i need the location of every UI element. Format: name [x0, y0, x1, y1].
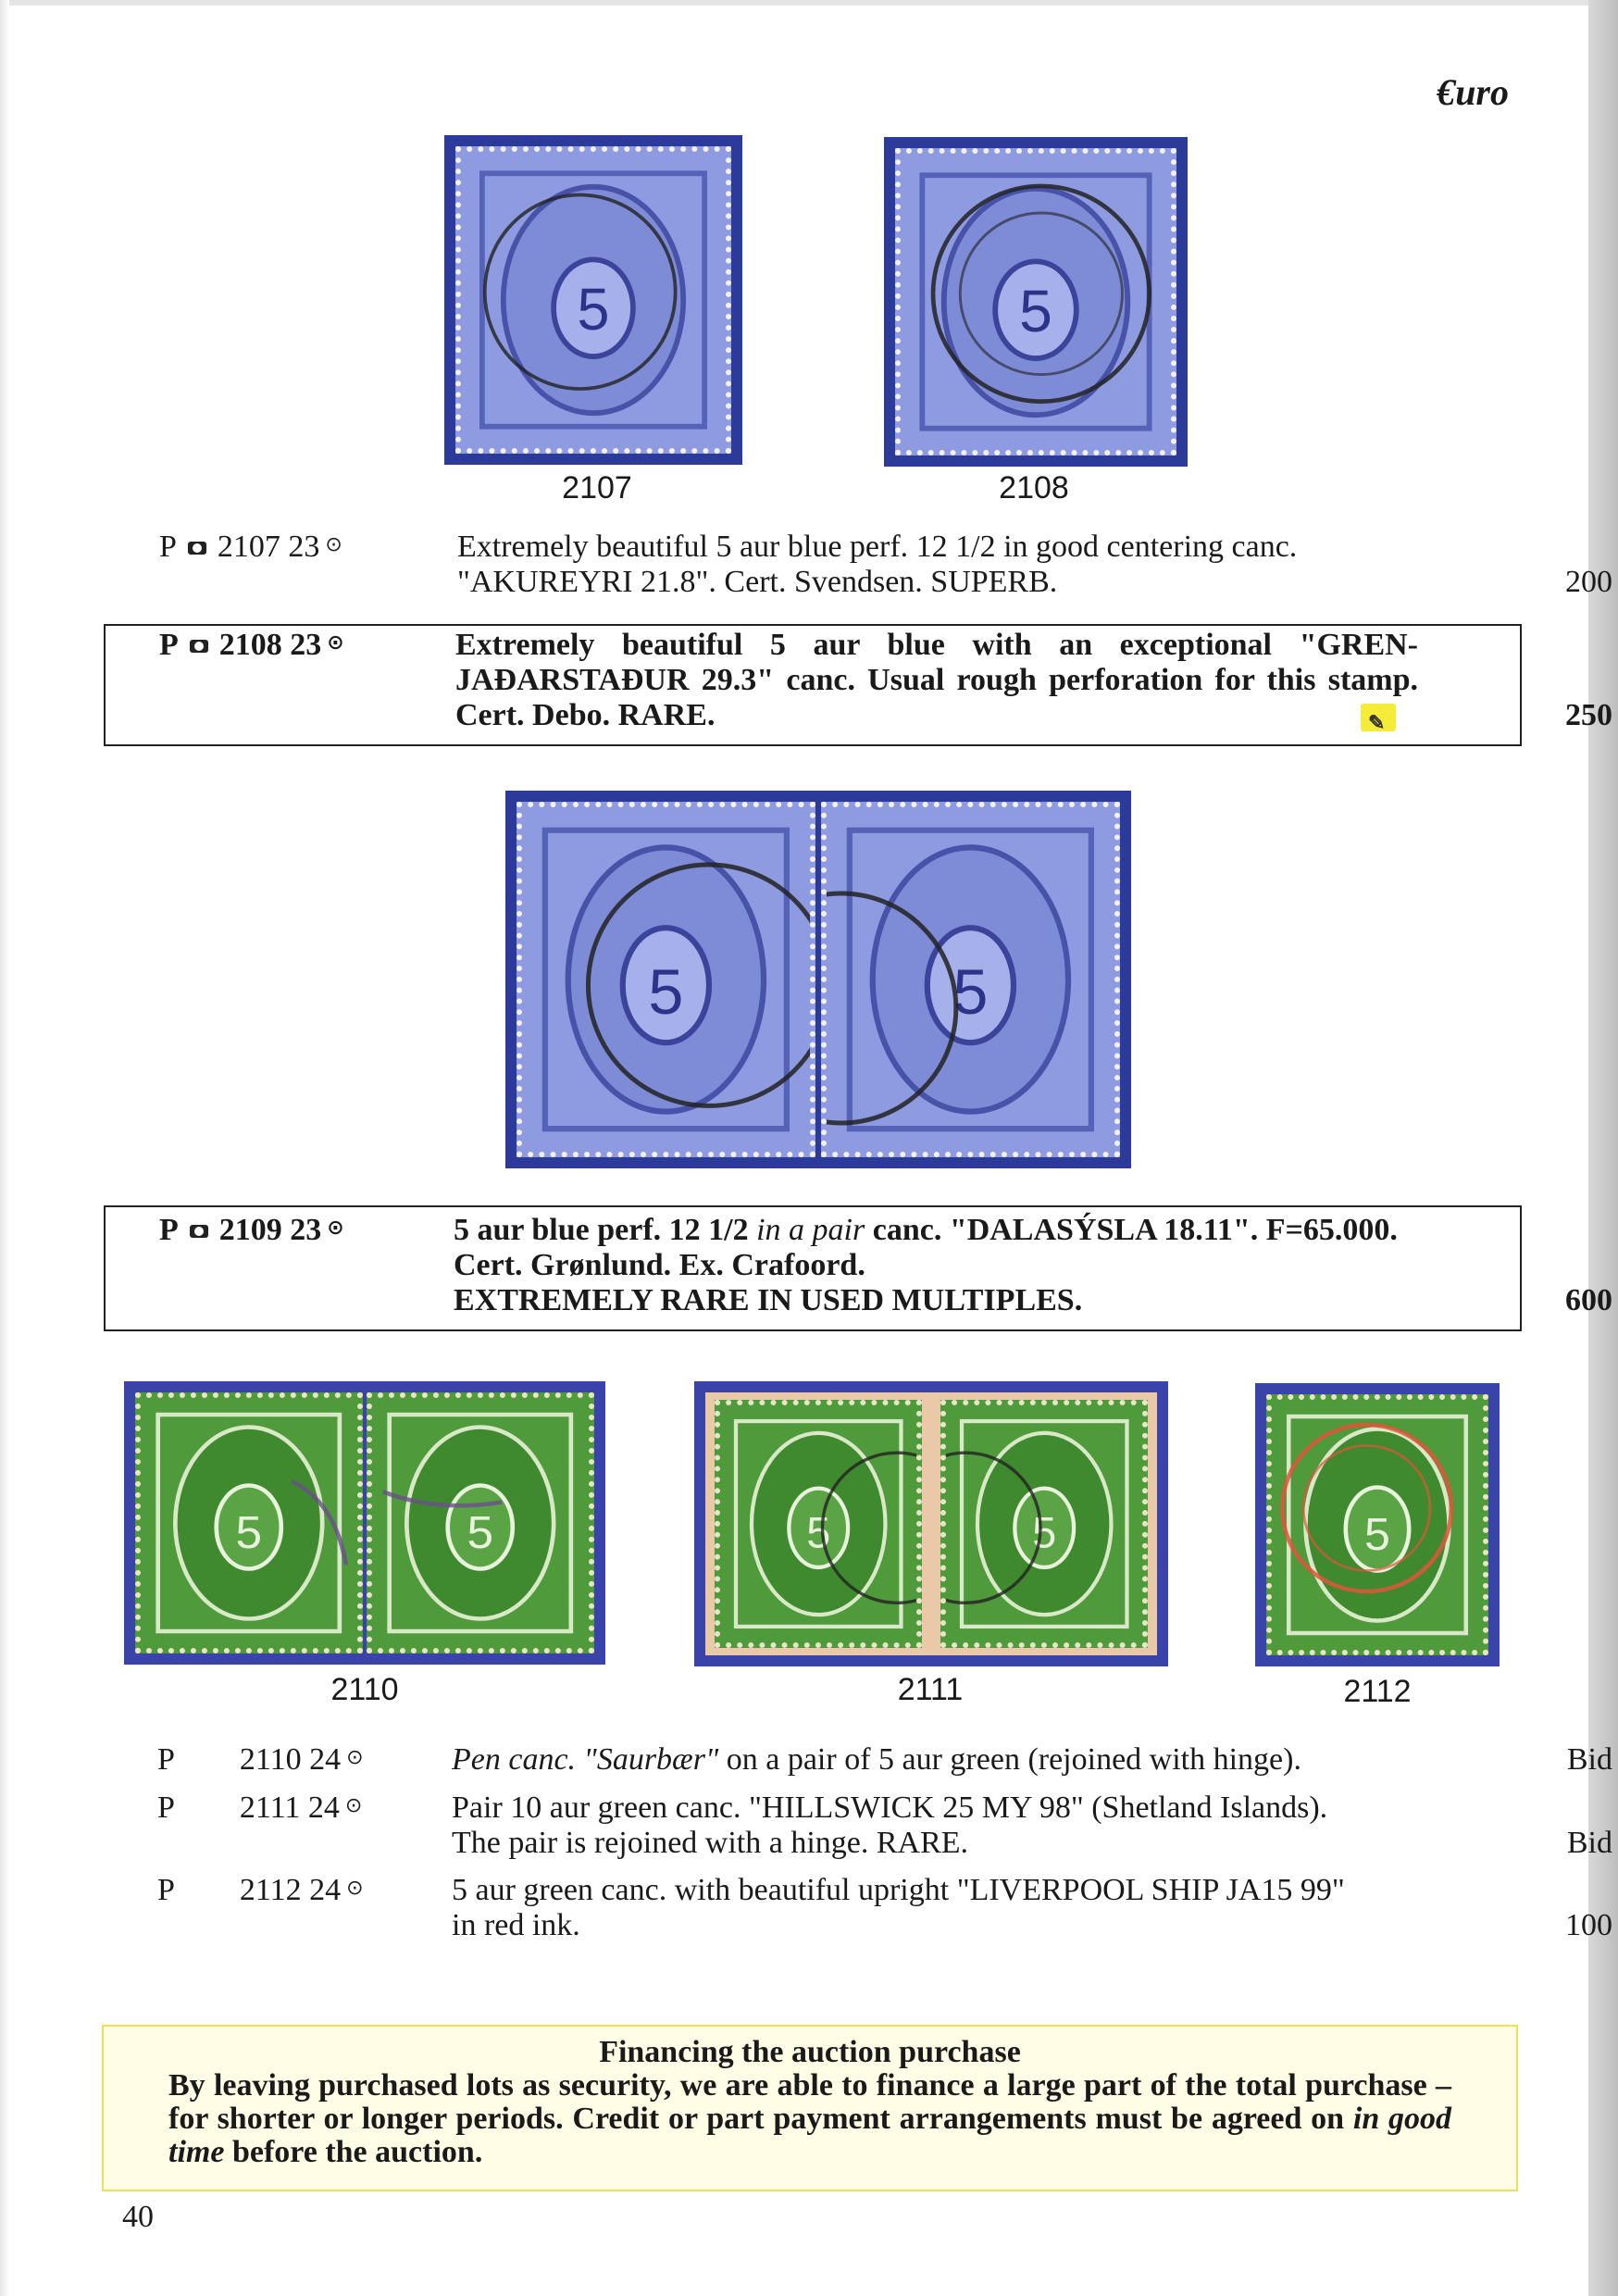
svg-text:5: 5 [1019, 278, 1052, 344]
lot-number: 2112 [239, 1873, 302, 1907]
lot-meta [159, 1213, 344, 1252]
stamp-design-icon [522, 807, 810, 1152]
lot-2107 [159, 530, 1612, 604]
page-edge-left [0, 0, 9, 2296]
stamp-image-2110 [124, 1381, 605, 1665]
desc-text: canc. "DALASÝSLA 18.11". F=65.000. [865, 1213, 1398, 1247]
lot-meta [157, 1742, 364, 1781]
lot-number: 2110 [239, 1742, 302, 1777]
used-stamp-icon: ⊙ [325, 533, 342, 556]
desc-line: Pair 10 aur green canc. "HILLSWICK 25 MY 98" (Shetland Islands). [452, 1791, 1328, 1825]
lot-price: Bid [1566, 1826, 1612, 1860]
stamp-right [821, 802, 1120, 1157]
desc-text: on a pair of 5 aur green (rejoined with hinge). [718, 1742, 1301, 1777]
financing-text [104, 2069, 1516, 2169]
lot-2112 [157, 1873, 1612, 1947]
lot-grade: P [159, 628, 179, 662]
svg-text:5: 5 [806, 1508, 831, 1557]
lot-meta [159, 628, 344, 667]
camera-icon [190, 1225, 208, 1238]
stamp-image-2109 [505, 791, 1131, 1168]
desc-line: JAÐARSTAÐUR 29.3" canc. Usual rough perforation for this stamp. [455, 663, 1418, 697]
figure-label-2111: 2111 [897, 1672, 964, 1707]
stamp-image-2107 [444, 135, 742, 465]
lot-price: 100 [1565, 1908, 1612, 1942]
currency-label: €uro [1437, 71, 1509, 113]
svg-text:5: 5 [1031, 1508, 1056, 1557]
desc-line: Extremely beautiful 5 aur blue with an exceptional "GREN- [455, 628, 1418, 662]
svg-text:5: 5 [952, 957, 989, 1029]
stamp-design-icon [827, 807, 1114, 1152]
stamp-image-2108 [884, 137, 1188, 467]
lot-catalog: 24 [307, 1791, 340, 1825]
figure-label-2108: 2108 [999, 470, 1069, 505]
figure-label-2107: 2107 [562, 470, 632, 505]
lot-price: 200 [1565, 565, 1612, 599]
lot-description [452, 1742, 1470, 1778]
lot-number: 2107 [217, 530, 280, 564]
desc-italic-text: Pen canc. "Saurbær" [452, 1742, 719, 1777]
used-stamp-icon: ⊙ [344, 1794, 363, 1817]
camera-icon [188, 542, 206, 555]
stamp-left [517, 802, 815, 1157]
stamp-right [940, 1400, 1148, 1648]
lot-number: 2109 [218, 1213, 282, 1247]
stamp [895, 148, 1176, 455]
stamp-image-2112 [1255, 1383, 1500, 1666]
stamp-right [367, 1392, 594, 1653]
lot-grade: P [159, 1213, 179, 1247]
lot-2108 [159, 628, 1612, 739]
financing-notice [102, 2025, 1518, 2191]
stamp-design-icon [901, 154, 1171, 450]
lot-description [457, 530, 1420, 600]
lot-meta [159, 530, 342, 568]
lot-price: 250 [1565, 698, 1612, 732]
lot-meta [157, 1873, 364, 1912]
stamp-design-icon [720, 1405, 916, 1642]
desc-line: EXTREMELY RARE IN USED MULTIPLES. [454, 1283, 1083, 1317]
svg-text:5: 5 [577, 277, 610, 343]
lot-meta [157, 1791, 362, 1829]
stamp-design-icon [372, 1398, 589, 1648]
desc-line: 5 aur green canc. with beautiful upright "LIVERPOOL SHIP JA15 99" [452, 1873, 1345, 1907]
figure-label-2110: 2110 [330, 1672, 399, 1707]
svg-text:5: 5 [1364, 1508, 1390, 1560]
used-stamp-icon: ⊙ [327, 631, 344, 655]
lot-number: 2108 [218, 628, 282, 662]
highlight-flag-icon [1361, 704, 1396, 731]
stamp-design-icon [1272, 1400, 1483, 1650]
desc-line: The pair is rejoined with a hinge. RARE. [452, 1826, 969, 1860]
desc-line [454, 1213, 1435, 1248]
lot-description [452, 1873, 1470, 1943]
lot-grade: P [157, 1873, 175, 1907]
desc-line: "AKUREYRI 21.8". Cert. Svendsen. SUPERB. [457, 565, 1058, 599]
svg-text:5: 5 [235, 1505, 263, 1558]
stamp-design-icon [946, 1405, 1142, 1642]
stamp-design-icon [461, 152, 726, 448]
lot-grade: P [157, 1742, 175, 1777]
lot-2109 [159, 1213, 1612, 1324]
desc-line: Extremely beautiful 5 aur blue perf. 12 1/2 in good centering canc. [457, 530, 1298, 564]
svg-text:5: 5 [648, 957, 684, 1029]
camera-icon [190, 640, 208, 653]
desc-line: Cert. Grønlund. Ex. Crafoord. [454, 1248, 865, 1282]
svg-text:5: 5 [467, 1505, 494, 1558]
figure-label-2112: 2112 [1343, 1674, 1412, 1709]
financing-title: Financing the auction purchase [599, 2035, 1021, 2069]
lot-description [452, 1791, 1470, 1861]
stamp [1266, 1394, 1488, 1655]
lot-price: Bid [1566, 1742, 1612, 1777]
used-stamp-icon: ⊙ [346, 1877, 364, 1900]
lot-2110 [157, 1742, 1612, 1779]
stamp-left [715, 1400, 922, 1648]
desc-line: Cert. Debo. RARE. [455, 698, 716, 732]
used-stamp-icon: ⊙ [327, 1217, 344, 1240]
lot-catalog: 24 [309, 1742, 342, 1777]
page-edge-right [1588, 0, 1618, 2296]
page-edge-top [0, 0, 1618, 6]
lot-grade: P [157, 1791, 175, 1825]
stamp-left [135, 1392, 363, 1653]
lot-2111 [157, 1791, 1612, 1865]
financing-text-italic: in good time [168, 2102, 1452, 2169]
desc-italic-text: in a pair [756, 1213, 865, 1247]
page-number: 40 [122, 2200, 154, 2234]
financing-text-part: By leaving purchased lots as security, we are able to finance a large part of the total purchase – for shorter or longer periods. Credit or part payment arrangements must be agreed on [168, 2068, 1451, 2136]
stamp-design-icon [141, 1398, 357, 1648]
used-stamp-icon: ⊙ [346, 1746, 364, 1769]
lot-price: 600 [1565, 1283, 1612, 1317]
lot-catalog: 23 [288, 530, 320, 564]
stamp [455, 146, 731, 454]
financing-text-part: before the auction. [224, 2135, 483, 2169]
lot-grade: P [159, 530, 177, 564]
desc-text: 5 aur blue perf. 12 1/2 [454, 1213, 757, 1247]
lot-number: 2111 [239, 1791, 301, 1825]
lot-description [454, 1213, 1435, 1318]
stamp-image-2111 [694, 1381, 1168, 1666]
lot-description [455, 628, 1418, 733]
lot-catalog: 23 [290, 1213, 322, 1247]
lot-catalog: 24 [309, 1873, 342, 1907]
desc-line: in red ink. [452, 1908, 580, 1942]
lot-catalog: 23 [290, 628, 322, 662]
